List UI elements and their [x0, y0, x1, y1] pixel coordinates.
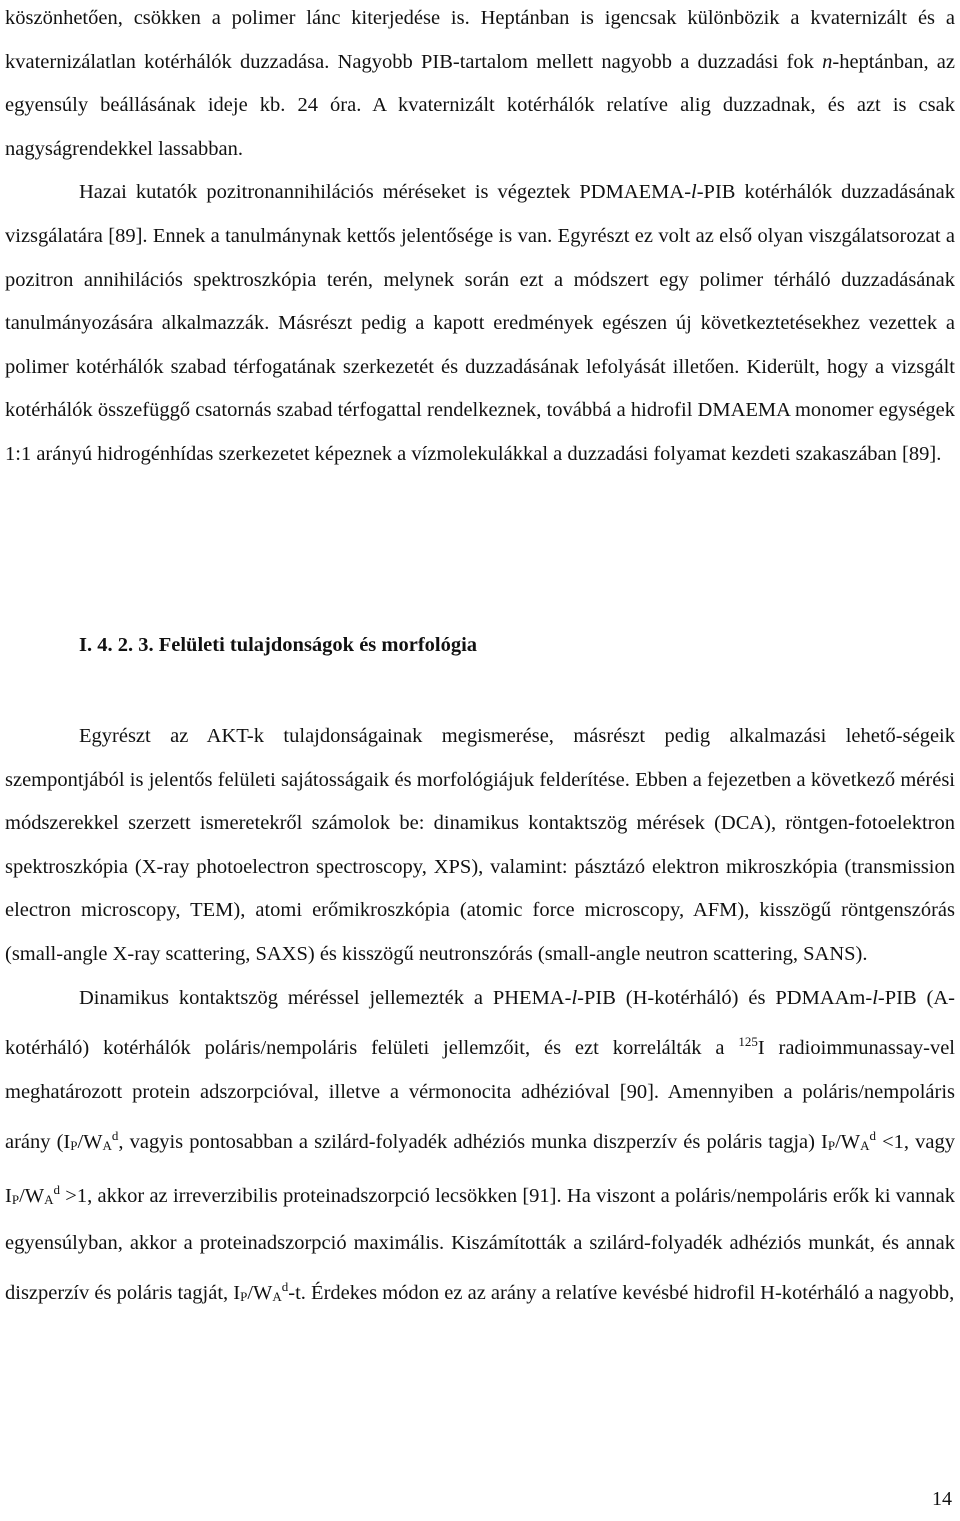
- text-block-1: [5, 0, 955, 477]
- paragraph-3: Egyrészt az AKT-k tulajdonságainak megismerése, másrészt pedig alkalmazási lehető-ségeik szempontjából is jelentős felületi sajátosságaik és morfológiájuk felderítése. Ebben a fejezetben a következő mérési módszerekkel szerzett ismeretekről számolok be: dinamikus kontaktszög mérések (DCA), röntgen-fotoelektron spektroszkópia (X-ray photoelectron spectroscopy, XPS), valamint: pásztázó elektron mikroszkópia (transmission electron microscopy, TEM), atomi erőmikroszkópia (atomic force microscopy, AFM), kisszögű röntgenszórás (small-angle X-ray scattering, SAXS) és kisszögű neutronszórás (small-angle neutron scattering, SANS).: [5, 725, 955, 965]
- page-number: 14: [932, 1488, 952, 1510]
- paragraph-4: Dinamikus kontaktszög méréssel jellemezték a PHEMA-l-PIB (H-kotérháló) és PDMAAm-l-PIB (A-kotérháló) kotérhálók poláris/nempoláris felületi jellemzőit, és ezt korrelálták a $^{125}$I radioimmunassay-vel meghatározott protein adszorpcióval, illetve a vérmonocita adhézióval [90]. Amennyiben a poláris/nempoláris arány ($IP/WA^d$, vagyis pontosabban a szilárd-folyadék adhéziós munka diszperzív és poláris tagja) $IP/WA^d <1$, vagy $IP/WA^d >1$, akkor az irreverzibilis proteinadszorpció lecsökken [91]. Ha viszont a poláris/nempoláris erők ki vannak egyensúlyban, akkor a proteinadszorpció maximális. Kiszámították a szilárd-folyadék adhéziós munkát, és annak diszperzív és poláris tagját, $IP/WA^d-t$. Érdekes módon ez az arány a relatíve kevésbé hidrofil H-kotérháló a nagyobb,: [5, 986, 955, 1305]
- section-heading: I. 4. 2. 3. Felületi tulajdonságok és morfológia: [79, 634, 478, 656]
- text-block-2: [5, 715, 955, 1319]
- paragraph-2: Hazai kutatók pozitronannihilációs méréseket is végeztek PDMAEMA-l-PIB kotérhálók duzzadásának vizsgálatára [89]. Ennek a tanulmánynak kettős jelentősége is van. Egyrészt ez volt az első olyan viszgálatsorozat a pozitron annihilációs spektroszkópia terén, melynek során ezt a módszert egy polimer térháló duzzadásának tanulmányozására alkalmazzák. Másrészt pedig a kapott eredmények egészen új következtetésekhez vezettek a polimer kotérhálók szabad térfogatának szerkezetét és duzzadásának lefolyását illetően. Kiderült, hogy a vizsgált kotérhálók összefüggő csatornás szabad térfogattal rendelkeznek, továbbá a hidrofil DMAEMA monomer egységek 1:1 arányú hidrogénhídas szerkezetet képeznek a vízmolekulákkal a duzzadási folyamat kezdeti szakaszában [89].: [5, 181, 955, 465]
- paragraph-1: köszönhetően, csökken a polimer lánc kiterjedése is. Heptánban is igencsak különbözik a kvaternizált és a kvaternizálatlan kotérhálók duzzadása. Nagyobb PIB-tartalom mellett nagyobb a duzzadási fok n-heptánban, az egyensúly beállásának ideje kb. 24 óra. A kvaternizált kotérhálók relatíve alig duzzadnak, és azt is csak nagyságrendekkel lassabban.: [5, 7, 955, 160]
- document-page: [5, 0, 955, 1305]
